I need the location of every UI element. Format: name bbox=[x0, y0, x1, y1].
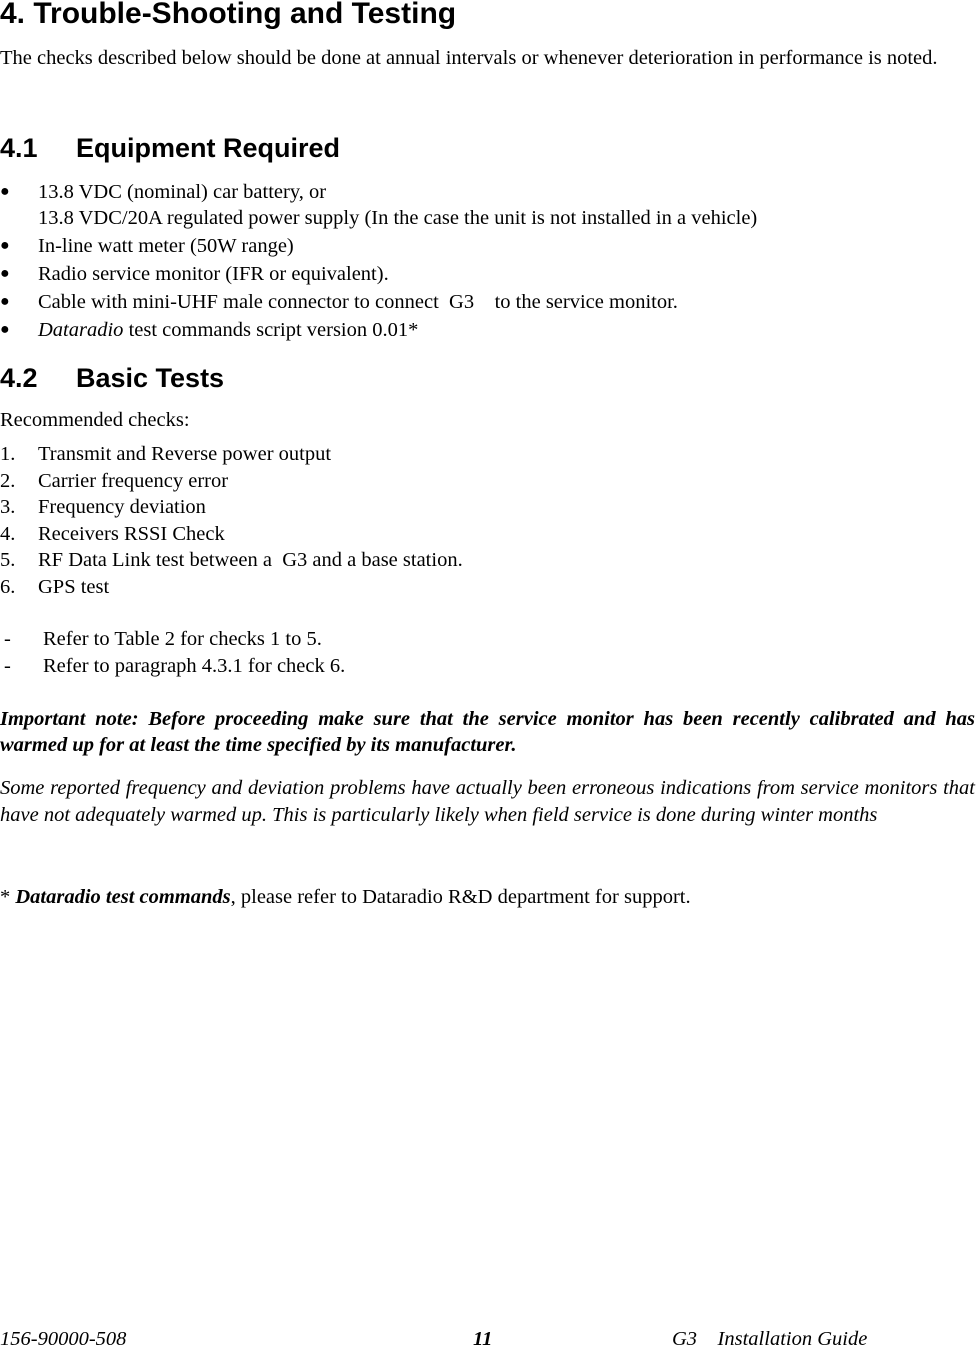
footer-guide-title: G3 Installation Guide bbox=[672, 1328, 868, 1350]
equipment-list bbox=[0, 179, 976, 349]
list-item-text: Transmit and Reverse power output bbox=[38, 443, 332, 465]
section-title: Equipment Required bbox=[76, 133, 341, 163]
list-number: 2. bbox=[0, 470, 16, 492]
list-item bbox=[0, 233, 976, 259]
list-item bbox=[0, 653, 976, 679]
page-title: 4. Trouble-Shooting and Testing bbox=[0, 0, 457, 30]
list-item bbox=[0, 547, 976, 573]
list-item bbox=[0, 289, 976, 315]
section-heading-basic-tests bbox=[0, 362, 224, 394]
list-item bbox=[0, 574, 976, 600]
list-item-text: Carrier frequency error bbox=[38, 470, 229, 492]
footer-page-number: 11 bbox=[473, 1328, 493, 1350]
recommended-checks-label: Recommended checks: bbox=[0, 409, 190, 431]
list-item-text: RF Data Link test between a G3 and a base station. bbox=[38, 549, 463, 571]
list-item-text: Refer to paragraph 4.3.1 for check 6. bbox=[43, 655, 346, 677]
dash-marker: - bbox=[4, 628, 11, 650]
list-item-text: 13.8 VDC (nominal) car battery, or bbox=[38, 181, 327, 203]
list-number: 5. bbox=[0, 549, 16, 571]
list-item-text: Receivers RSSI Check bbox=[38, 523, 225, 545]
list-item-text: Refer to Table 2 for checks 1 to 5. bbox=[43, 628, 322, 650]
list-item bbox=[0, 441, 976, 467]
footnote bbox=[0, 884, 691, 910]
checks-list bbox=[0, 441, 976, 601]
section-number: 4.2 bbox=[0, 363, 38, 393]
bullet-icon: ● bbox=[0, 293, 10, 310]
bullet-icon: ● bbox=[0, 265, 10, 282]
list-number: 1. bbox=[0, 443, 16, 465]
section-number: 4.1 bbox=[0, 133, 38, 163]
list-item-text: Radio service monitor (IFR or equivalent). bbox=[38, 263, 389, 285]
list-item-text: Cable with mini-UHF male connector to connect G3 to the service monitor. bbox=[38, 291, 678, 313]
list-number: 6. bbox=[0, 576, 16, 598]
list-item-text: Dataradio test commands script version 0.01* bbox=[38, 319, 419, 341]
important-note: Important note: Before proceeding make sure that the service monitor has been recently calibrated and has warmed up for at least the time specified by its manufacturer. bbox=[0, 708, 975, 756]
list-item-text: GPS test bbox=[38, 576, 110, 598]
list-item bbox=[0, 179, 976, 231]
footer-doc-number: 156-90000-508 bbox=[0, 1328, 127, 1350]
reference-notes bbox=[0, 626, 976, 680]
section-title: Basic Tests bbox=[76, 363, 225, 393]
intro-paragraph: The checks described below should be done at annual intervals or whenever deterioration in performance is noted. bbox=[0, 47, 938, 69]
list-item-text: 13.8 VDC/20A regulated power supply (In the case the unit is not installed in a vehicle) bbox=[38, 207, 758, 229]
bullet-icon: ● bbox=[0, 237, 10, 254]
list-item-text: Frequency deviation bbox=[38, 496, 206, 518]
list-item bbox=[0, 317, 976, 343]
dash-marker: - bbox=[4, 655, 11, 677]
bullet-icon: ● bbox=[0, 183, 10, 200]
list-number: 4. bbox=[0, 523, 16, 545]
list-item bbox=[0, 521, 976, 547]
footnote-text: , please refer to Dataradio R&D department for support. bbox=[230, 886, 691, 908]
list-item bbox=[0, 468, 976, 494]
section-heading-equipment-required bbox=[0, 132, 340, 164]
warning-paragraph: Some reported frequency and deviation problems have actually been erroneous indications from service monitors that have not adequately warmed up. This is particularly likely when field service is done during winter months bbox=[0, 777, 975, 826]
list-number: 3. bbox=[0, 496, 16, 518]
footnote-marker: * bbox=[0, 886, 16, 908]
list-item bbox=[0, 626, 976, 652]
brand-name: Dataradio bbox=[38, 319, 124, 341]
bullet-icon: ● bbox=[0, 321, 10, 338]
list-item bbox=[0, 494, 976, 520]
list-item bbox=[0, 261, 976, 287]
list-item-text: In-line watt meter (50W range) bbox=[38, 235, 294, 257]
footnote-term: Dataradio test commands bbox=[15, 886, 231, 908]
